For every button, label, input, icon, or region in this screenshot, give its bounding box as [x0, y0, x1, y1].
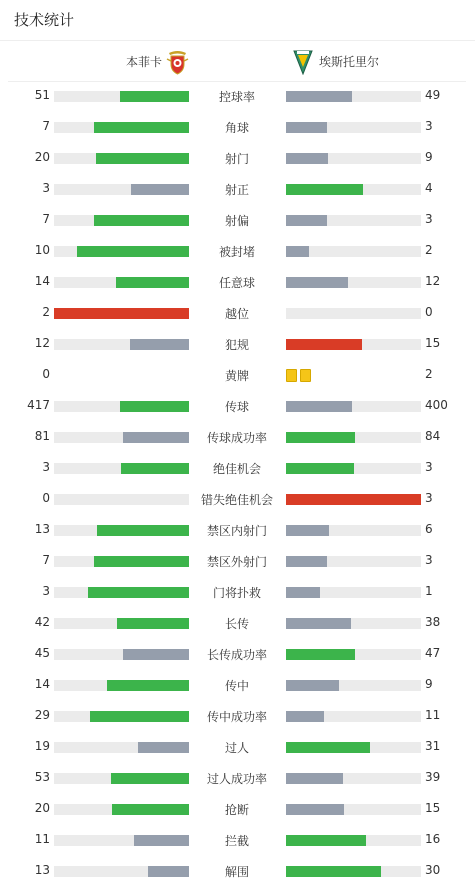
stat-label: 黄牌 — [224, 369, 249, 383]
away-yellow-cards — [286, 369, 314, 382]
home-bar-fill — [134, 835, 189, 846]
stat-label: 过人 — [224, 741, 249, 755]
away-value: 2 — [425, 367, 433, 381]
home-bar-fill — [88, 587, 189, 598]
away-value: 0 — [425, 305, 433, 319]
stat-label: 禁区内射门 — [206, 524, 267, 538]
away-bar-fill — [286, 277, 348, 288]
home-bar-fill — [94, 122, 189, 133]
home-value: 417 — [27, 398, 50, 412]
stat-label: 传中成功率 — [206, 710, 267, 724]
stat-label: 犯规 — [224, 338, 249, 352]
away-value: 16 — [425, 832, 441, 846]
home-value: 3 — [42, 584, 50, 598]
away-bar-track — [286, 742, 421, 753]
stat-row — [0, 862, 475, 882]
stat-label: 过人成功率 — [206, 772, 267, 786]
home-bar-track — [54, 711, 189, 722]
away-bar-track — [286, 432, 421, 443]
home-bar-fill — [94, 215, 189, 226]
home-bar-fill — [96, 153, 189, 164]
away-value: 3 — [425, 119, 433, 133]
stat-label: 控球率 — [218, 90, 255, 104]
away-bar-track — [286, 804, 421, 815]
home-bar-fill — [120, 401, 189, 412]
away-value: 15 — [425, 801, 441, 815]
home-bar-track — [54, 339, 189, 350]
stat-row — [0, 490, 475, 510]
away-bar-fill — [286, 804, 344, 815]
stat-row — [0, 707, 475, 727]
home-value: 11 — [34, 832, 50, 846]
home-bar-track — [54, 804, 189, 815]
home-value: 12 — [34, 336, 50, 350]
home-value: 45 — [34, 646, 50, 660]
home-bar-track — [54, 525, 189, 536]
away-bar-track — [286, 494, 421, 505]
stat-label: 长传 — [224, 617, 249, 631]
home-value: 2 — [42, 305, 50, 319]
home-bar-fill — [90, 711, 189, 722]
home-bar-track — [54, 463, 189, 474]
stat-label: 禁区外射门 — [206, 555, 267, 569]
stat-label: 绝佳机会 — [212, 462, 261, 476]
away-bar-track — [286, 835, 421, 846]
home-value: 13 — [34, 863, 50, 877]
stat-label: 被封堵 — [218, 245, 255, 259]
home-team-logo — [165, 49, 190, 76]
home-bar-track — [54, 742, 189, 753]
away-bar-fill — [286, 587, 320, 598]
home-value: 0 — [42, 367, 50, 381]
away-bar-track — [286, 184, 421, 195]
stat-label: 射正 — [224, 183, 249, 197]
away-bar-fill — [286, 122, 327, 133]
away-bar-track — [286, 618, 421, 629]
away-team-name[interactable]: 埃斯托里尔 — [319, 55, 380, 69]
away-value: 12 — [425, 274, 441, 288]
away-bar-track — [286, 215, 421, 226]
stat-row — [0, 149, 475, 169]
stat-row — [0, 335, 475, 355]
away-bar-track — [286, 153, 421, 164]
stat-row — [0, 521, 475, 541]
away-bar-fill — [286, 432, 355, 443]
home-bar-track — [54, 184, 189, 195]
away-value: 3 — [425, 212, 433, 226]
away-bar-track — [286, 246, 421, 257]
away-bar-track — [286, 91, 421, 102]
away-bar-track — [286, 122, 421, 133]
home-bar-fill — [131, 184, 189, 195]
away-bar-track — [286, 277, 421, 288]
stat-row — [0, 769, 475, 789]
away-bar-track — [286, 866, 421, 877]
yellow-card-icon — [300, 369, 311, 382]
home-bar-fill — [77, 246, 189, 257]
home-value: 3 — [42, 460, 50, 474]
home-value: 7 — [42, 212, 50, 226]
home-bar-track — [54, 494, 189, 505]
stat-row — [0, 614, 475, 634]
home-bar-track — [54, 122, 189, 133]
stat-row — [0, 738, 475, 758]
away-bar-fill — [286, 339, 362, 350]
home-value: 0 — [42, 491, 50, 505]
home-bar-track — [54, 556, 189, 567]
away-bar-fill — [286, 525, 329, 536]
home-value: 10 — [34, 243, 50, 257]
away-bar-track — [286, 711, 421, 722]
away-bar-track — [286, 339, 421, 350]
away-bar-fill — [286, 463, 354, 474]
stat-row — [0, 304, 475, 324]
home-value: 42 — [34, 615, 50, 629]
away-bar-track — [286, 649, 421, 660]
home-bar-fill — [138, 742, 189, 753]
home-bar-fill — [121, 463, 189, 474]
away-bar-track — [286, 463, 421, 474]
stat-row — [0, 180, 475, 200]
away-bar-track — [286, 587, 421, 598]
away-value: 2 — [425, 243, 433, 257]
away-bar-fill — [286, 91, 352, 102]
home-bar-track — [54, 91, 189, 102]
away-value: 39 — [425, 770, 441, 784]
stat-row — [0, 366, 475, 386]
home-bar-track — [54, 618, 189, 629]
away-bar-fill — [286, 866, 381, 877]
home-bar-fill — [111, 773, 189, 784]
home-value: 14 — [34, 274, 50, 288]
stat-label: 越位 — [224, 307, 249, 321]
home-value: 13 — [34, 522, 50, 536]
away-bar-fill — [286, 494, 421, 505]
home-value: 14 — [34, 677, 50, 691]
home-value: 20 — [34, 801, 50, 815]
away-bar-fill — [286, 649, 355, 660]
away-value: 31 — [425, 739, 441, 753]
away-value: 1 — [425, 584, 433, 598]
away-bar-fill — [286, 556, 327, 567]
home-value: 7 — [42, 553, 50, 567]
stat-label: 长传成功率 — [206, 648, 267, 662]
stat-label: 解围 — [224, 865, 249, 879]
teams-header — [0, 46, 475, 78]
home-bar-fill — [130, 339, 189, 350]
home-value: 53 — [34, 770, 50, 784]
away-value: 9 — [425, 150, 433, 164]
stat-label: 传球成功率 — [206, 431, 267, 445]
home-value: 20 — [34, 150, 50, 164]
stat-row — [0, 397, 475, 417]
home-value: 19 — [34, 739, 50, 753]
away-bar-fill — [286, 835, 366, 846]
away-bar-fill — [286, 680, 339, 691]
away-bar-fill — [286, 153, 328, 164]
stat-row — [0, 800, 475, 820]
stat-label: 抢断 — [224, 803, 249, 817]
away-value: 3 — [425, 491, 433, 505]
away-value: 4 — [425, 181, 433, 195]
away-value: 3 — [425, 553, 433, 567]
stat-label: 射偏 — [224, 214, 249, 228]
stat-row — [0, 118, 475, 138]
away-value: 30 — [425, 863, 441, 877]
home-bar-track — [54, 866, 189, 877]
away-value: 49 — [425, 88, 441, 102]
stat-label: 门将扑救 — [212, 586, 261, 600]
away-bar-fill — [286, 773, 343, 784]
stat-row — [0, 552, 475, 572]
home-bar-track — [54, 153, 189, 164]
stat-label: 拦截 — [224, 834, 249, 848]
title-divider — [0, 40, 475, 41]
home-bar-track — [54, 587, 189, 598]
home-bar-track — [54, 835, 189, 846]
away-bar-fill — [286, 618, 351, 629]
home-bar-fill — [112, 804, 189, 815]
home-value: 81 — [34, 429, 50, 443]
home-bar-fill — [123, 649, 189, 660]
home-bar-track — [54, 401, 189, 412]
home-bar-track — [54, 308, 189, 319]
home-bar-fill — [97, 525, 189, 536]
home-bar-track — [54, 215, 189, 226]
away-bar-fill — [286, 184, 363, 195]
stat-row — [0, 831, 475, 851]
away-bar-fill — [286, 246, 309, 257]
stat-row — [0, 676, 475, 696]
away-value: 3 — [425, 460, 433, 474]
home-bar-fill — [107, 680, 189, 691]
away-bar-track — [286, 308, 421, 319]
away-value: 6 — [425, 522, 433, 536]
home-bar-track — [54, 773, 189, 784]
stat-row — [0, 87, 475, 107]
stat-label: 角球 — [224, 121, 249, 135]
away-bar-fill — [286, 711, 324, 722]
stat-row — [0, 459, 475, 479]
away-bar-fill — [286, 742, 370, 753]
yellow-card-icon — [286, 369, 297, 382]
home-bar-track — [54, 680, 189, 691]
stat-row — [0, 242, 475, 262]
home-bar-fill — [148, 866, 189, 877]
away-bar-track — [286, 556, 421, 567]
away-team-logo — [292, 49, 314, 75]
away-value: 11 — [425, 708, 441, 722]
stat-row — [0, 583, 475, 603]
home-value: 29 — [34, 708, 50, 722]
page-title: 技术统计 — [14, 11, 75, 29]
stat-label: 任意球 — [218, 276, 255, 290]
away-value: 400 — [425, 398, 448, 412]
stat-label: 传球 — [224, 400, 249, 414]
home-bar-track — [54, 246, 189, 257]
away-value: 47 — [425, 646, 441, 660]
home-value: 51 — [34, 88, 50, 102]
home-bar-fill — [94, 556, 189, 567]
home-bar-track — [54, 432, 189, 443]
away-value: 38 — [425, 615, 441, 629]
home-bar-track — [54, 649, 189, 660]
home-bar-fill — [54, 308, 189, 319]
home-bar-fill — [117, 618, 189, 629]
stat-label: 传中 — [224, 679, 249, 693]
home-value: 3 — [42, 181, 50, 195]
away-bar-fill — [286, 401, 352, 412]
stat-row — [0, 211, 475, 231]
teams-divider — [8, 81, 466, 82]
home-bar-track — [54, 277, 189, 288]
stat-row — [0, 645, 475, 665]
stat-label: 射门 — [224, 152, 249, 166]
home-bar-fill — [120, 91, 189, 102]
away-value: 84 — [425, 429, 441, 443]
away-bar-track — [286, 680, 421, 691]
away-value: 15 — [425, 336, 441, 350]
stat-label: 错失绝佳机会 — [200, 493, 273, 507]
away-bar-track — [286, 773, 421, 784]
stat-row — [0, 273, 475, 293]
stat-row — [0, 428, 475, 448]
home-bar-fill — [123, 432, 189, 443]
home-bar-fill — [116, 277, 189, 288]
home-team-name[interactable]: 本菲卡 — [125, 55, 162, 69]
away-bar-track — [286, 525, 421, 536]
home-value: 7 — [42, 119, 50, 133]
away-bar-track — [286, 401, 421, 412]
away-bar-fill — [286, 215, 327, 226]
away-value: 9 — [425, 677, 433, 691]
